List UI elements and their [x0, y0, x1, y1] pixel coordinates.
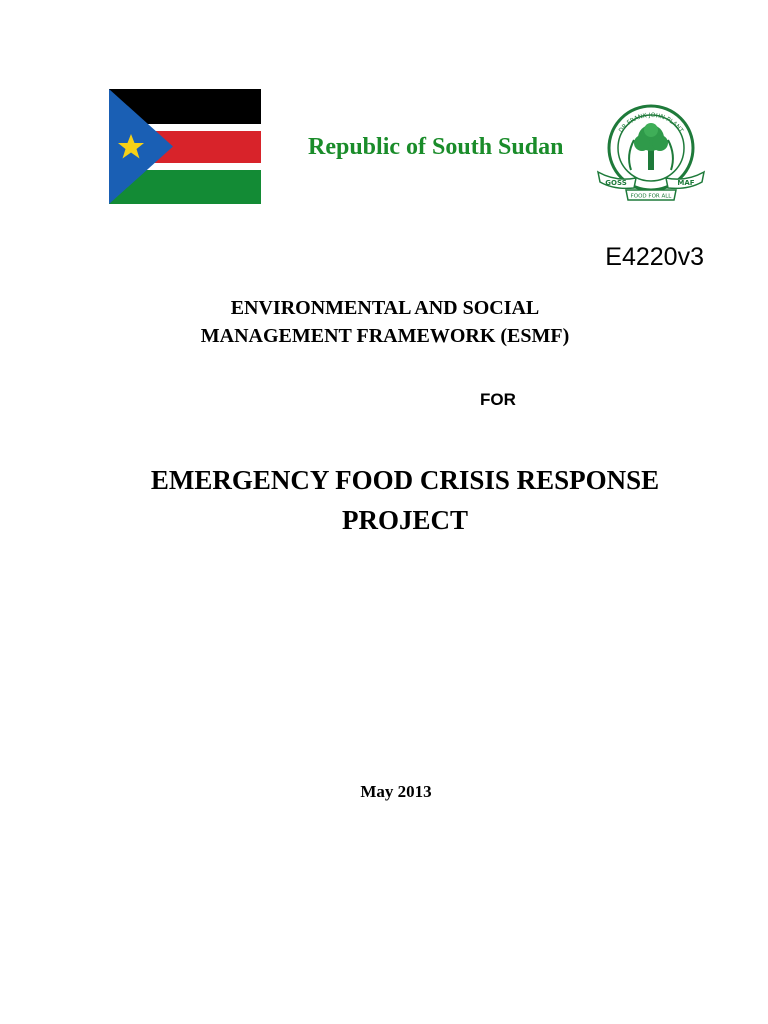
- seal-motto-text: FOOD FOR ALL: [630, 193, 672, 200]
- document-title-line: ENVIRONMENTAL AND SOCIAL: [230, 297, 540, 319]
- for-label: FOR: [480, 390, 516, 409]
- document-date: May 2013: [360, 782, 432, 801]
- seal-right-text: MAF: [677, 179, 695, 187]
- seal-left-text: GOSS: [605, 179, 627, 187]
- project-title-line: PROJECT: [341, 505, 468, 535]
- document-title-line: MANAGEMENT FRAMEWORK (ESMF): [200, 325, 570, 347]
- ministry-seal-icon: [596, 100, 706, 204]
- project-title: [80, 460, 730, 540]
- seal-top-text: DR FRANK JOHN PLANT: [617, 111, 685, 135]
- project-title-line: EMERGENCY FOOD CRISIS RESPONSE: [150, 465, 660, 495]
- south-sudan-flag-icon: [109, 89, 261, 204]
- document-code: E4220v3: [605, 243, 704, 271]
- document-title: [140, 294, 630, 350]
- republic-of-south-sudan-label: Republic of South Sudan: [308, 134, 564, 160]
